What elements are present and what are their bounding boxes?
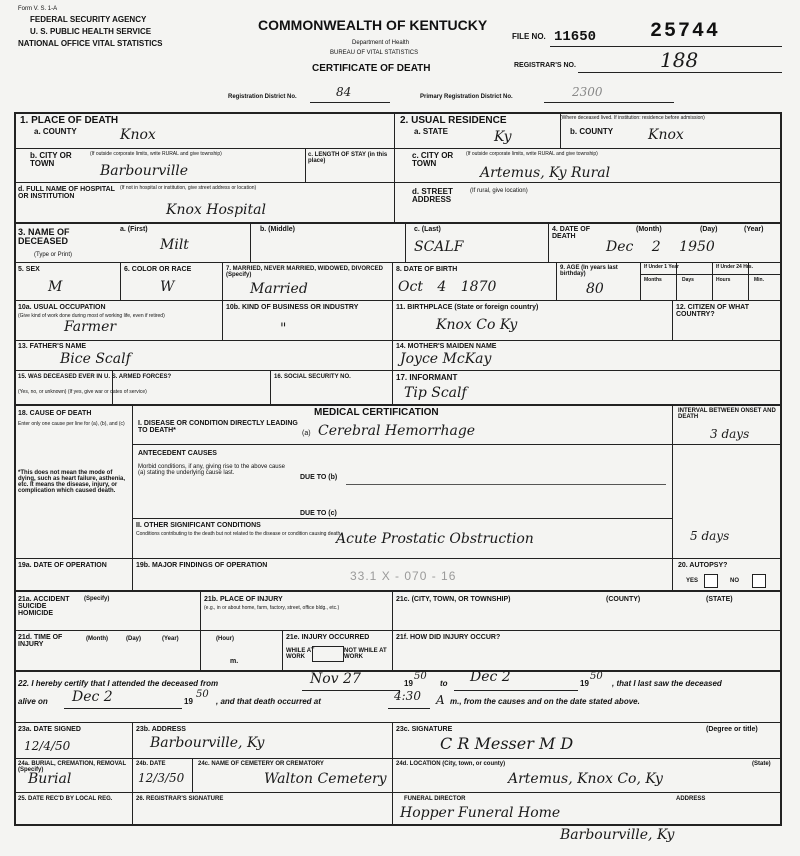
location-state-label: (State) bbox=[752, 761, 771, 767]
due-to-c: DUE TO (c) bbox=[300, 510, 337, 517]
time-unit-year: (Year) bbox=[162, 636, 179, 642]
pod-city-hint: (If outside corporate limits, write RURAL and give township) bbox=[90, 151, 222, 157]
father-label: 13. FATHER'S NAME bbox=[18, 343, 87, 350]
location-label: 24d. LOCATION (City, town, or county) bbox=[396, 761, 506, 767]
time-unit-month: (Month) bbox=[86, 636, 108, 642]
age-unit-months: Months bbox=[644, 277, 662, 283]
file-no-label: FILE NO. bbox=[512, 32, 546, 41]
file-no-typed: 11650 bbox=[554, 29, 597, 45]
dob-label: 8. DATE OF BIRTH bbox=[396, 266, 458, 273]
first-name-label: a. (First) bbox=[120, 226, 148, 233]
cert-line2b: , and that death occurred at bbox=[216, 697, 321, 706]
funeral-director-address: Barbourville, Ky bbox=[560, 827, 675, 843]
mother-label: 14. MOTHER'S MAIDEN NAME bbox=[396, 343, 497, 350]
death-date-label: 4. DATE OF DEATH bbox=[552, 226, 590, 240]
name-hint: (Type or Print) bbox=[34, 252, 73, 258]
birthplace-label: 11. BIRTHPLACE (State or foreign country) bbox=[396, 304, 539, 311]
other-conditions: Acute Prostatic Obstruction bbox=[336, 531, 534, 547]
reg-district-no: 84 bbox=[336, 85, 352, 99]
autopsy-yes-checkbox[interactable] bbox=[704, 574, 718, 588]
not-while-at-work-label: NOT WHILE AT WORK bbox=[344, 648, 387, 660]
cert-line2a: alive on bbox=[18, 697, 48, 706]
last-name-label: c. (Last) bbox=[414, 226, 441, 233]
autopsy-label: 20. AUTOPSY? bbox=[678, 562, 728, 569]
to-year: 50 bbox=[590, 671, 603, 682]
autopsy-yes-label: YES bbox=[686, 578, 699, 584]
last-name: SCALF bbox=[414, 239, 464, 255]
antecedent-hint: Morbid conditions, if any, giving rise to the above cause (a) stating the underlying cause last. bbox=[138, 464, 285, 476]
date-received-label: 25. DATE REC'D BY LOCAL REG. bbox=[18, 796, 113, 802]
signature-label: 23c. SIGNATURE bbox=[396, 726, 453, 733]
burial-date-label: 24b. DATE bbox=[136, 761, 166, 767]
cemetery-label: 24c. NAME OF CEMETERY OR CREMATORY bbox=[198, 761, 324, 767]
funeral-director: Hopper Funeral Home bbox=[400, 805, 561, 821]
primary-district-label: Primary Registration District No. bbox=[420, 94, 513, 100]
funeral-director-label: FUNERAL DIRECTOR bbox=[404, 796, 466, 802]
burial-label: 24a. BURIAL, CREMATION, REMOVAL (Specify) bbox=[18, 761, 127, 773]
reg-district-label: Registration District No. bbox=[228, 94, 297, 100]
autopsy-no-checkbox[interactable] bbox=[752, 574, 766, 588]
cert-line1a: 22. I hereby certify that I attended the deceased from bbox=[18, 679, 219, 688]
burial-location: Artemus, Knox Co, Ky bbox=[508, 771, 663, 787]
interval: 3 days bbox=[710, 427, 750, 441]
res-state: Ky bbox=[494, 129, 512, 145]
res-city: Artemus, Ky Rural bbox=[480, 165, 611, 181]
marital-label: 7. MARRIED, NEVER MARRIED, WIDOWED, DIVORCED (Specify) bbox=[226, 266, 384, 278]
injury-county-label: (COUNTY) bbox=[606, 596, 641, 603]
date-signed: 12/4/50 bbox=[24, 739, 71, 753]
address-label: 23b. ADDRESS bbox=[136, 726, 186, 733]
citizen-label: 12. CITIZEN OF WHAT COUNTRY? bbox=[676, 304, 749, 318]
how-injury-label: 21f. HOW DID INJURY OCCUR? bbox=[396, 634, 501, 641]
birthplace: Knox Co Ky bbox=[436, 317, 518, 333]
attended-to: Dec 2 bbox=[470, 669, 511, 685]
residence-heading: 2. USUAL RESIDENCE bbox=[400, 115, 507, 126]
registrar-signature-label: 26. REGISTRAR'S SIGNATURE bbox=[136, 796, 224, 802]
res-state-label: a. STATE bbox=[414, 127, 448, 136]
place-injury-hint: (e.g., in or about home, farm, factory, street, office bldg., etc.) bbox=[204, 605, 340, 611]
file-no-stamped: 25744 bbox=[650, 20, 721, 43]
physician-address: Barbourville, Ky bbox=[150, 735, 265, 751]
cause-note: *This does not mean the mode of dying, such as heart failure, asthenia, etc. It means the disease, injury, or complication which caused death. bbox=[18, 470, 126, 494]
primary-district-no: 2300 bbox=[572, 85, 603, 99]
document-title: COMMONWEALTH OF KENTUCKY bbox=[258, 17, 488, 33]
agency-line-3: NATIONAL OFFICE VITAL STATISTICS bbox=[18, 39, 163, 48]
age-unit-days: Days bbox=[682, 277, 694, 283]
time-unit-hour: (Hour) bbox=[216, 636, 234, 642]
occupation-label: 10a. USUAL OCCUPATION bbox=[18, 304, 106, 311]
certificate-title: CERTIFICATE OF DEATH bbox=[312, 63, 431, 74]
occupation-hint: (Give kind of work done during most of working life, even if retired) bbox=[18, 313, 165, 319]
name-label: 3. NAME OF DECEASED bbox=[18, 227, 70, 246]
pod-institution-hint: (If not in hospital or institution, give street address or location) bbox=[120, 185, 257, 191]
registrar-no: 188 bbox=[660, 48, 699, 72]
last-seen-year-prefix: 19 bbox=[184, 697, 193, 706]
antecedent-label: ANTECEDENT CAUSES bbox=[138, 450, 217, 457]
cemetery: Walton Cemetery bbox=[264, 771, 387, 787]
pod-institution: Knox Hospital bbox=[166, 202, 266, 218]
father: Bice Scalf bbox=[60, 351, 131, 367]
burial: Burial bbox=[28, 771, 72, 787]
pod-stay-label: c. LENGTH OF STAY (in this place) bbox=[308, 152, 388, 164]
while-at-work-box[interactable] bbox=[312, 646, 344, 662]
age: 80 bbox=[586, 281, 604, 297]
marital: Married bbox=[250, 281, 308, 297]
last-seen: Dec 2 bbox=[72, 689, 113, 705]
informant-label: 17. INFORMANT bbox=[396, 373, 458, 382]
medical-heading: MEDICAL CERTIFICATION bbox=[314, 407, 439, 418]
age-under-24hr: If Under 24 Hrs. bbox=[716, 264, 753, 270]
business-label: 10b. KIND OF BUSINESS OR INDUSTRY bbox=[226, 304, 359, 311]
dept-line-2: BUREAU OF VITAL STATISTICS bbox=[330, 50, 419, 56]
age-under-1yr: If Under 1 Year bbox=[644, 264, 679, 270]
from-year-prefix: 19 bbox=[404, 679, 413, 688]
pod-county: Knox bbox=[120, 127, 156, 143]
place-injury-label: 21b. PLACE OF INJURY bbox=[204, 596, 283, 603]
registrar-no-label: REGISTRAR'S NO. bbox=[514, 62, 576, 69]
death-date: Dec 2 1950 bbox=[606, 239, 715, 255]
middle-name-label: b. (Middle) bbox=[260, 226, 295, 233]
pod-city: Barbourville bbox=[100, 163, 189, 179]
injury-city-label: 21c. (CITY, TOWN, OR TOWNSHIP) bbox=[396, 596, 511, 603]
armed-forces-label: 15. WAS DECEASED EVER IN U. S. ARMED FORCES? bbox=[18, 374, 172, 380]
accident-label: 21a. ACCIDENT SUICIDE HOMICIDE bbox=[18, 596, 70, 617]
business: " bbox=[280, 321, 287, 337]
informant: Tip Scalf bbox=[404, 385, 467, 401]
death-month-label: (Month) bbox=[636, 226, 662, 233]
res-county-label: b. COUNTY bbox=[570, 127, 614, 136]
age-unit-min: Min. bbox=[754, 277, 764, 283]
injury-state-label: (STATE) bbox=[706, 596, 733, 603]
other-interval: 5 days bbox=[690, 529, 730, 543]
operation-date-label: 19a. DATE OF OPERATION bbox=[18, 562, 107, 569]
operation-findings-label: 19b. MAJOR FINDINGS OF OPERATION bbox=[136, 562, 268, 569]
degree-label: (Degree or title) bbox=[706, 726, 758, 733]
first-name: Milt bbox=[160, 237, 189, 253]
pod-city-label: b. CITY OR TOWN bbox=[30, 151, 72, 168]
race: W bbox=[160, 279, 175, 295]
part1-letter: (a) bbox=[302, 430, 311, 437]
part2-hint: Conditions contributing to the death but not related to the disease or condition causing death. bbox=[136, 531, 342, 537]
armed-forces-hint: (Yes, no, or unknown) (If yes, give war or dates of service) bbox=[18, 389, 147, 395]
age-label: 9. AGE (In years last birthday) bbox=[560, 265, 618, 277]
while-at-work-label: WHILE AT WORK bbox=[286, 648, 315, 660]
res-street-label: d. STREET ADDRESS bbox=[412, 187, 453, 204]
sex-label: 5. SEX bbox=[18, 266, 40, 273]
time-m: m. bbox=[230, 658, 239, 665]
agency-line-1: FEDERAL SECURITY AGENCY bbox=[30, 15, 147, 24]
stamp-code: 33.1 X - 070 - 16 bbox=[350, 569, 457, 583]
dob: Oct 4 1870 bbox=[398, 279, 497, 295]
res-city-label: c. CITY OR TOWN bbox=[412, 151, 454, 168]
from-year: 50 bbox=[414, 671, 427, 682]
certificate-form-frame bbox=[14, 112, 782, 826]
to-year-prefix: 19 bbox=[580, 679, 589, 688]
res-county: Knox bbox=[648, 127, 684, 143]
pod-county-label: a. COUNTY bbox=[34, 127, 77, 136]
time-of-death: 4:30 bbox=[394, 689, 421, 703]
due-to-b: DUE TO (b) bbox=[300, 474, 338, 481]
death-day-label: (Day) bbox=[700, 226, 718, 233]
agency-line-2: U. S. PUBLIC HEALTH SERVICE bbox=[30, 27, 152, 36]
occupation: Farmer bbox=[64, 319, 117, 335]
burial-date: 12/3/50 bbox=[138, 771, 185, 785]
race-label: 6. COLOR OR RACE bbox=[124, 266, 192, 273]
cert-line2c: m., from the causes and on the date stated above. bbox=[450, 697, 640, 706]
accident-specify: (Specify) bbox=[84, 596, 110, 602]
part1-label: I. DISEASE OR CONDITION DIRECTLY LEADING TO DEATH* bbox=[138, 420, 298, 434]
immediate-cause: Cerebral Hemorrhage bbox=[318, 423, 476, 439]
pod-institution-label: d. FULL NAME OF HOSPITAL OR INSTITUTION bbox=[18, 186, 115, 200]
res-city-hint: (If outside corporate limits, write RURAL and give township) bbox=[466, 151, 598, 157]
form-number: Form V. S. 1-A bbox=[18, 6, 58, 12]
cause-label: 18. CAUSE OF DEATH bbox=[18, 410, 92, 417]
cause-hint: Enter only one cause per line for (a), (b), and (c) bbox=[18, 421, 125, 427]
autopsy-no-label: NO bbox=[730, 578, 739, 584]
ssn-label: 16. SOCIAL SECURITY NO. bbox=[274, 374, 351, 380]
funeral-director-address-label: ADDRESS bbox=[676, 796, 706, 802]
part2-label: II. OTHER SIGNIFICANT CONDITIONS bbox=[136, 522, 261, 529]
res-street-hint: (If rural, give location) bbox=[470, 188, 528, 194]
death-year-label: (Year) bbox=[744, 226, 764, 233]
age-unit-hours: Hours bbox=[716, 277, 731, 283]
dept-line-1: Department of Health bbox=[352, 40, 410, 46]
am-pm: A bbox=[436, 693, 445, 707]
residence-hint: (Where deceased lived. If institution: residence before admission) bbox=[560, 115, 705, 121]
cert-line1b: , that I last saw the deceased bbox=[612, 679, 722, 688]
time-injury-label: 21d. TIME OF INJURY bbox=[18, 634, 63, 648]
date-signed-label: 23a. DATE SIGNED bbox=[18, 726, 81, 733]
mother: Joyce McKay bbox=[400, 351, 492, 367]
last-seen-year: 50 bbox=[196, 689, 209, 700]
injury-occurred-label: 21e. INJURY OCCURRED bbox=[286, 634, 370, 641]
sex: M bbox=[48, 279, 63, 295]
attended-from: Nov 27 bbox=[310, 671, 361, 687]
interval-label: INTERVAL BETWEEN ONSET AND DEATH bbox=[678, 408, 776, 420]
cert-to: to bbox=[440, 679, 448, 688]
place-of-death-heading: 1. PLACE OF DEATH bbox=[20, 115, 119, 126]
time-unit-day: (Day) bbox=[126, 636, 142, 642]
physician-signature: C R Messer M D bbox=[440, 734, 574, 753]
